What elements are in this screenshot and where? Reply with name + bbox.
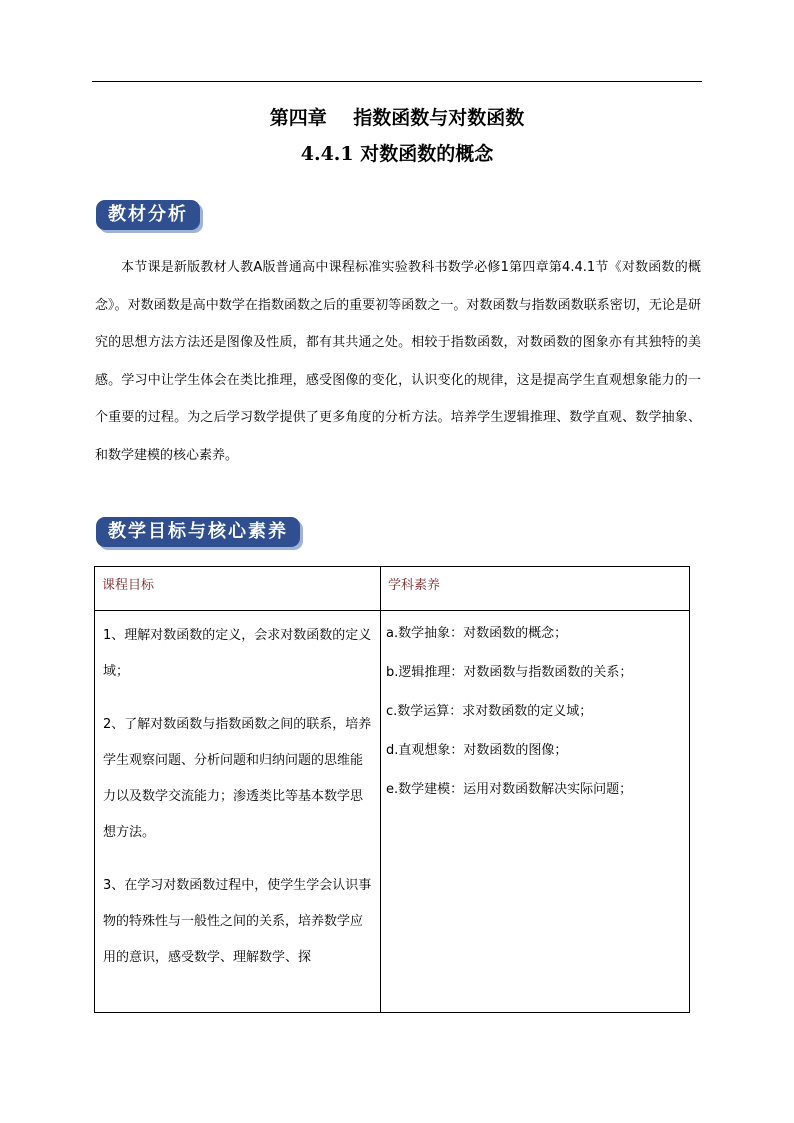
section-heading-analysis: 教材分析 — [96, 200, 200, 230]
literacy-item: d.直观想象：对数函数的图像； — [386, 743, 568, 758]
course-goal-item: 2、了解对数函数与指数函数之间的联系，培养学生观察问题、分析问题和归纳问题的思维能力以及数学交流能力；渗透类比等基本数学思想方法。 — [103, 717, 372, 840]
literacy-cell — [381, 611, 690, 1013]
section-heading-goals: 教学目标与核心素养 — [96, 517, 300, 547]
course-goal-item: 3、在学习对数函数过程中，使学生学会认识事物的特殊性与一般性之间的关系，培养数学应用的意识，感受数学、理解数学、探 — [103, 878, 372, 965]
literacy-item: a.数学抽象：对数函数的概念； — [386, 626, 568, 641]
analysis-paragraph: 本节课是新版教材人教A版普通高中课程标准实验教科书数学必修1第四章第4.4.1节《对数函数的概念》。对数函数是高中数学在指数函数之后的重要初等函数之一。对数函数与指数函数联系密切，无论是研究的思想方法方法还是图像及性质，都有其共通之处。相较于指数函数，对数函数的图象亦有其独特的美感。学习中让学生体会在类比推理，感受图像的变化，认识变化的规律，这是提高学生直观想象能力的一个重要的过程。为之后学习数学提供了更多角度的分析方法。培养学生逻辑推理、数学直观、数学抽象、和数学建模的核心素养。 — [95, 260, 701, 463]
header-rule — [92, 81, 702, 82]
literacy-item: b.逻辑推理：对数函数与指数函数的关系； — [386, 665, 633, 680]
course-goal-item: 1、理解对数函数的定义，会求对数函数的定义域； — [103, 628, 372, 679]
header-subject-literacy: 学科素养 — [381, 567, 690, 611]
goals-table — [94, 566, 690, 1013]
table-body-row — [95, 611, 690, 1013]
course-goals-cell — [95, 611, 381, 1013]
table-header-row — [95, 567, 690, 611]
lesson-title: 4.4.1 对数函数的概念 — [300, 143, 494, 165]
header-course-goals: 课程目标 — [95, 567, 381, 611]
chapter-title: 第四章 指数函数与对数函数 — [269, 107, 525, 129]
literacy-item: c.数学运算：求对数函数的定义域； — [386, 704, 593, 719]
literacy-item: e.数学建模：运用对数函数解决实际问题； — [386, 782, 633, 797]
